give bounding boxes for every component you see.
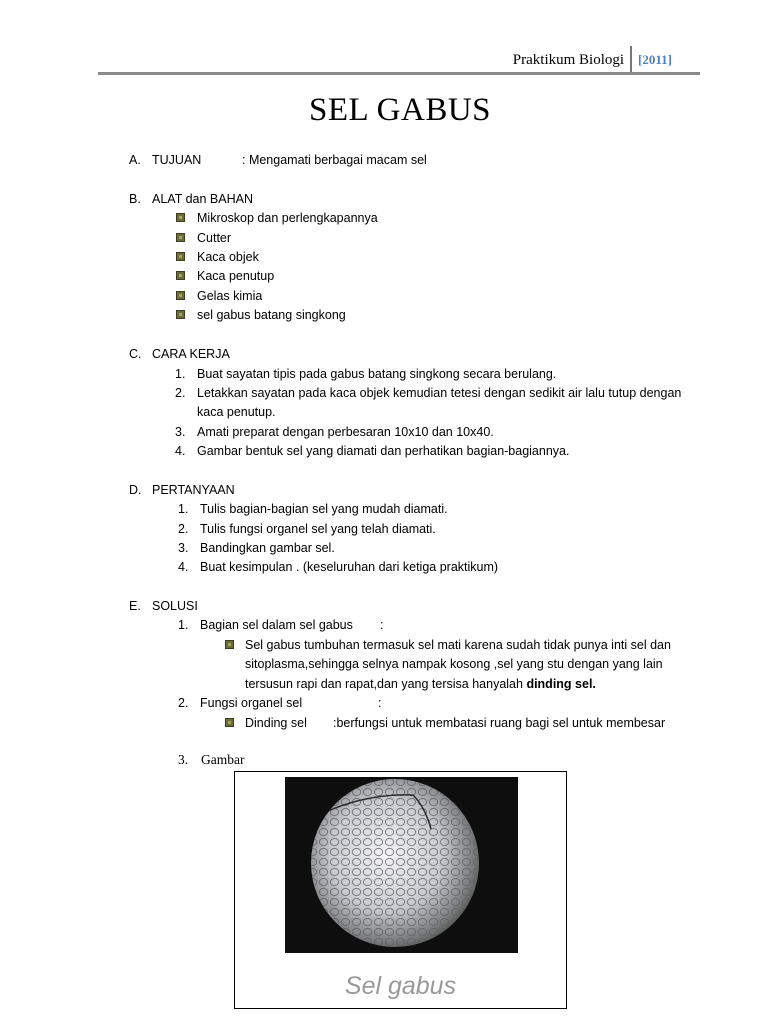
- list-item: Cutter: [197, 231, 232, 245]
- step-text: Gambar bentuk sel yang diamati dan perhatikan bagian-bagiannya.: [197, 444, 570, 458]
- solution-text-bold: dinding sel.: [526, 677, 596, 691]
- section-d-label: PERTANYAAN: [152, 483, 235, 497]
- step-number: 3.: [175, 425, 186, 439]
- list-item: Kaca objek: [197, 250, 259, 264]
- question-number: 3.: [178, 541, 189, 555]
- bullet-icon: [225, 640, 234, 649]
- cork-cell-micrograph: [285, 777, 518, 953]
- figure-frame: [234, 771, 567, 1009]
- solution-text: Sel gabus tumbuhan termasuk sel mati karena sudah tidak punya inti sel dan: [245, 638, 671, 652]
- list-item: Gelas kimia: [197, 289, 263, 303]
- header-rule: [98, 72, 700, 75]
- step-number: 1.: [175, 367, 186, 381]
- bullet-icon: [176, 213, 185, 222]
- solution-colon: :: [378, 696, 382, 710]
- solution-number: 3.: [178, 752, 189, 767]
- step-text-continued: kaca penutup.: [197, 405, 276, 419]
- document-title: SEL GABUS: [308, 92, 492, 128]
- step-text: Letakkan sayatan pada kaca objek kemudian tetesi dengan sedikit air lalu tutup dengan: [197, 386, 682, 400]
- section-b-label: ALAT dan BAHAN: [152, 192, 253, 206]
- section-c-letter: C.: [129, 347, 142, 361]
- question-text: Tulis bagian-bagian sel yang mudah diamati.: [200, 502, 448, 516]
- question-number: 2.: [178, 522, 189, 536]
- solution-label: Gambar: [201, 752, 245, 767]
- solution-label: Fungsi organel sel: [200, 696, 303, 710]
- section-c-label: CARA KERJA: [152, 347, 230, 361]
- step-text: Buat sayatan tipis pada gabus batang singkong secara berulang.: [197, 367, 557, 381]
- running-header: [513, 46, 672, 74]
- solution-number: 1.: [178, 618, 189, 632]
- question-number: 1.: [178, 502, 189, 516]
- question-text: Bandingkan gambar sel.: [200, 541, 335, 555]
- step-number: 4.: [175, 444, 186, 458]
- figure-caption: Sel gabus: [344, 972, 457, 1000]
- section-a-letter: A.: [129, 153, 141, 167]
- microscope-photo: [285, 777, 518, 953]
- question-text: Buat kesimpulan . (keseluruhan dari ketiga praktikum): [200, 560, 499, 574]
- header-title: Praktikum Biologi: [512, 52, 625, 68]
- bullet-icon: [176, 310, 185, 319]
- sub-label: Dinding sel: [245, 716, 307, 730]
- question-number: 4.: [178, 560, 189, 574]
- solution-text-last: [245, 676, 596, 692]
- section-e-letter: E.: [129, 599, 141, 613]
- bullet-icon: [176, 233, 185, 242]
- step-number: 2.: [175, 386, 186, 400]
- section-d-letter: D.: [129, 483, 142, 497]
- list-item: sel gabus batang singkong: [197, 308, 346, 322]
- solution-text-plain: tersusun rapi dan rapat,dan yang tersisa hanyalah: [245, 677, 527, 691]
- question-text: Tulis fungsi organel sel yang telah diamati.: [200, 522, 436, 536]
- section-a-label: TUJUAN: [152, 153, 202, 167]
- step-text: Amati preparat dengan perbesaran 10x10 dan 10x40.: [197, 425, 494, 439]
- bullet-icon: [176, 271, 185, 280]
- section-b-letter: B.: [129, 192, 141, 206]
- solution-colon: :: [380, 618, 384, 632]
- header-year: [2011]: [638, 52, 672, 67]
- section-a-value: : Mengamati berbagai macam sel: [242, 153, 427, 167]
- solution-number: 2.: [178, 696, 189, 710]
- section-e-label: SOLUSI: [152, 599, 198, 613]
- solution-label: Bagian sel dalam sel gabus: [200, 618, 353, 632]
- bullet-icon: [225, 718, 234, 727]
- solution-text: sitoplasma,sehingga selnya nampak kosong ,sel yang stu dengan yang lain: [245, 657, 663, 671]
- list-item: Kaca penutup: [197, 269, 275, 283]
- list-item: Mikroskop dan perlengkapannya: [197, 211, 378, 225]
- bullet-icon: [176, 252, 185, 261]
- bullet-icon: [176, 291, 185, 300]
- sub-text: :berfungsi untuk membatasi ruang bagi sel untuk membesar: [333, 716, 666, 730]
